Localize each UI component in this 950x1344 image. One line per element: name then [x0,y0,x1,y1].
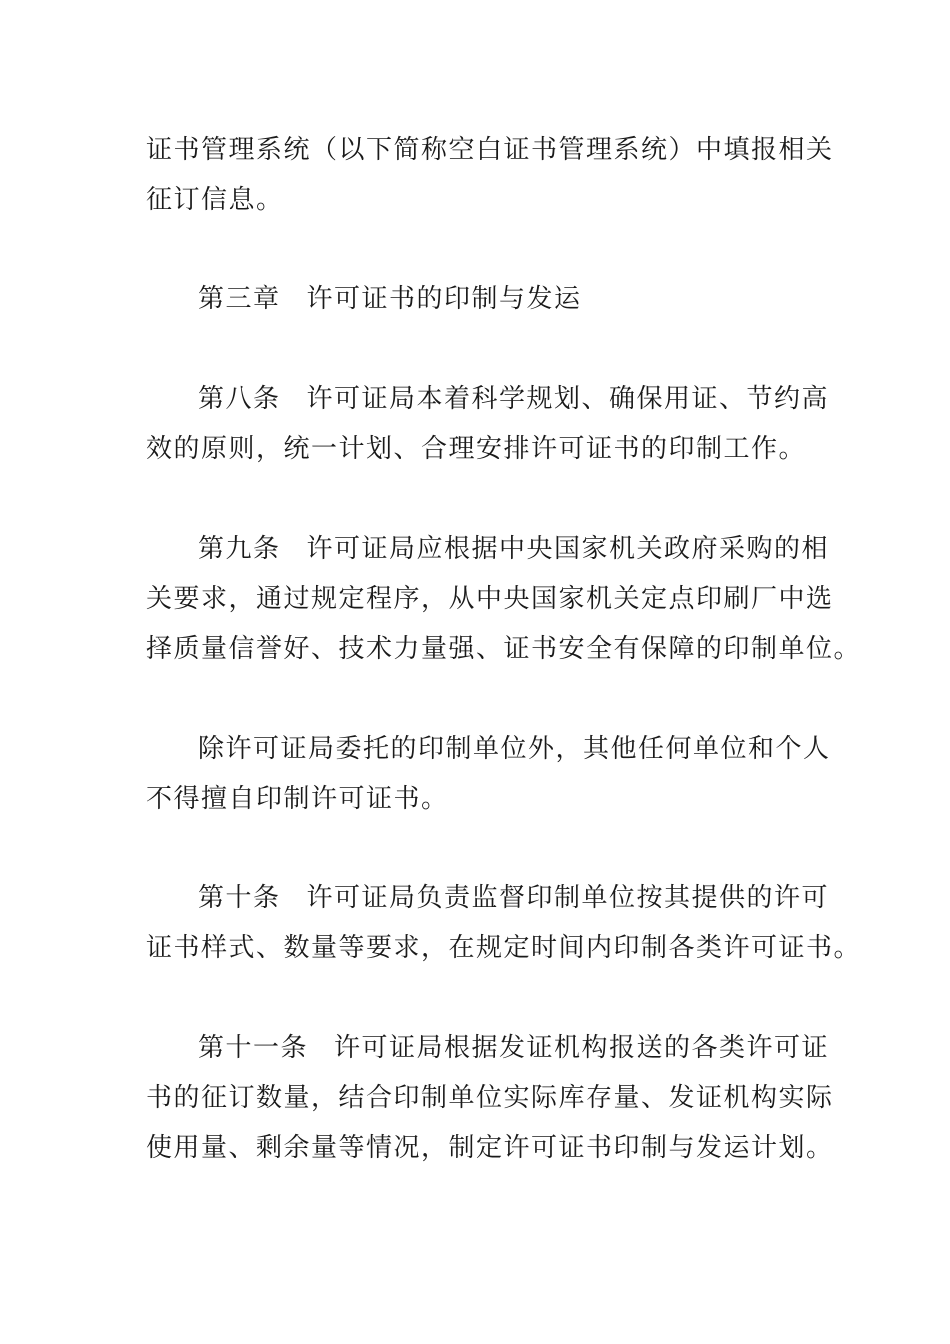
article-text: 许可证局应根据中央国家机关政府采购的相 [306,534,830,564]
paragraph-line: 书的征订数量，结合印制单位实际库存量、发证机构实际 [146,1083,834,1113]
article-10 [146,873,862,973]
article-number: 第九条 [198,534,281,564]
paragraph-continuation [146,125,834,225]
paragraph-line: 效的原则，统一计划、合理安排许可证书的印制工作。 [146,434,807,464]
paragraph-line: 不得擅自印制许可证书。 [146,784,449,814]
paragraph-line: 择质量信誉好、技术力量强、证书安全有保障的印制单位。 [146,634,862,664]
chapter-number: 第三章 [198,284,281,314]
article-text: 许可证局本着科学规划、确保用证、节约高 [306,384,830,414]
paragraph-line: 关要求，通过规定程序，从中央国家机关定点印刷厂中选 [146,584,834,614]
paragraph-line [146,1023,830,1073]
article-8 [146,374,830,474]
chapter-heading [146,274,810,324]
paragraph-line: 征订信息。 [146,185,284,215]
paragraph-line [146,873,830,923]
paragraph-line: 证书管理系统（以下简称空白证书管理系统）中填报相关 [146,135,834,165]
article-number: 第八条 [198,384,281,414]
paragraph-line: 除许可证局委托的印制单位外，其他任何单位和个人 [198,734,831,764]
article-number: 第十条 [198,883,281,913]
article-9-paragraph-2 [146,724,831,824]
article-text: 许可证局负责监督印制单位按其提供的许可 [306,883,830,913]
article-number: 第十一条 [198,1033,309,1063]
chapter-heading-line [146,274,810,324]
article-11 [146,1023,834,1173]
paragraph-line: 使用量、剩余量等情况，制定许可证书印制与发运计划。 [146,1133,834,1163]
paragraph-line: 证书样式、数量等要求，在规定时间内印制各类许可证书。 [146,933,862,963]
paragraph-line [146,524,830,574]
article-9 [146,524,862,674]
paragraph-line [146,374,830,424]
chapter-title: 许可证书的印制与发运 [306,284,582,314]
article-text: 许可证局根据发证机构报送的各类许可证 [334,1033,830,1063]
